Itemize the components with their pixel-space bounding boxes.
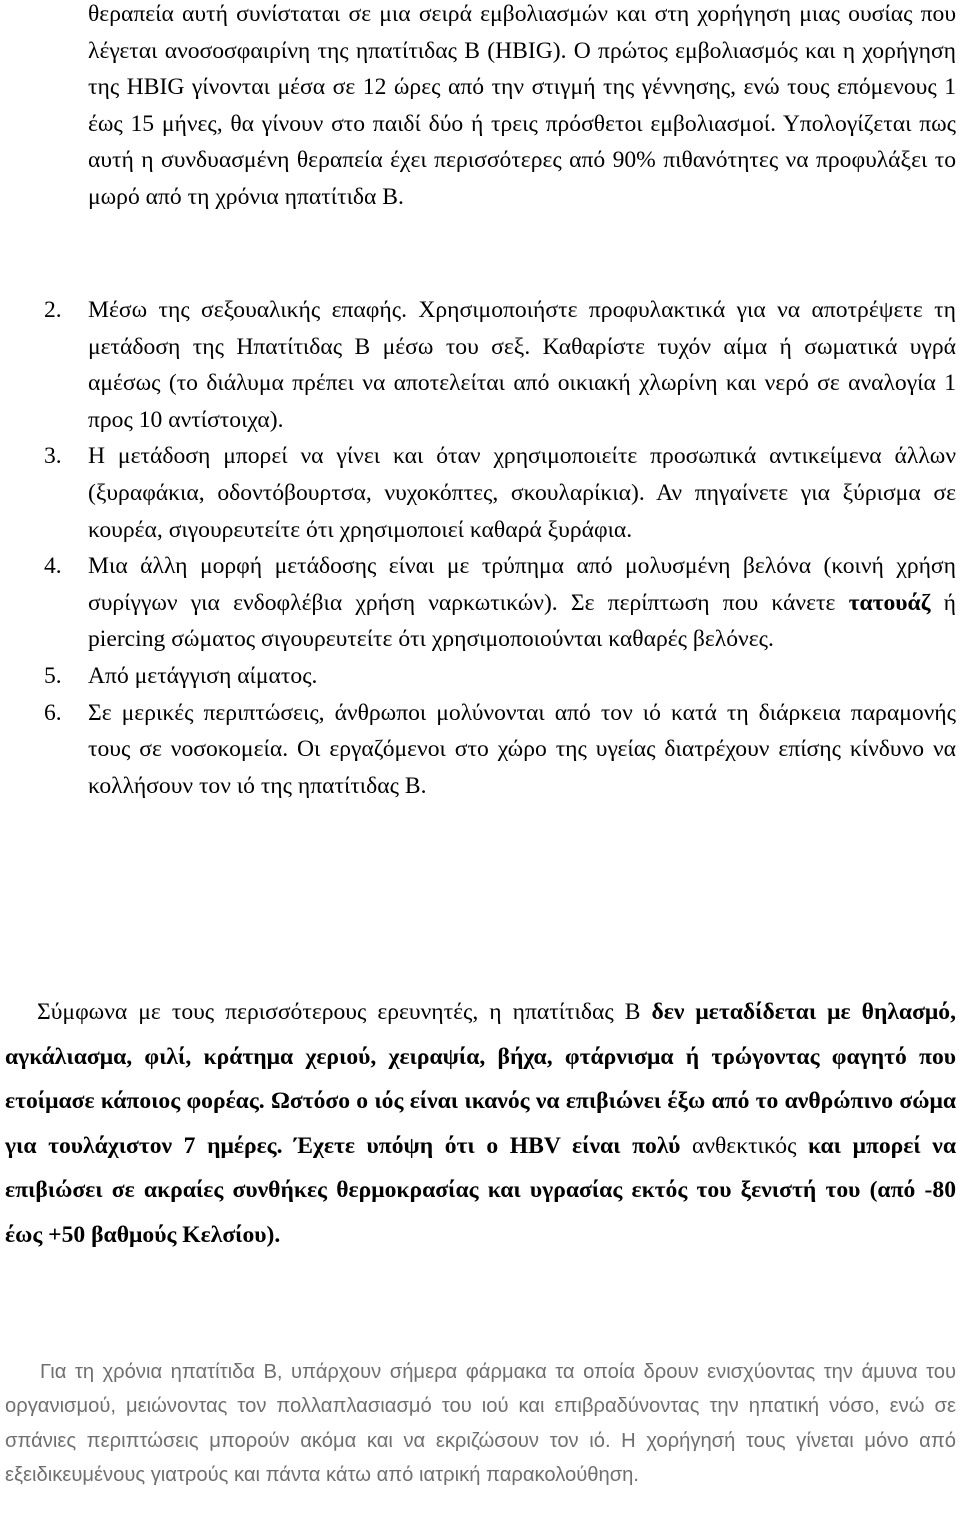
list-item-text <box>88 548 956 658</box>
list-item-number: 2. <box>44 297 62 323</box>
list-item-text: Μέσω της σεξουαλικής επαφής. Χρησιμοποιήστε προφυλακτικά για να αποτρέψετε τη μετάδοση της Ηπατίτιδας Β μέσω του σεξ. Καθαρίστε τυχόν αίμα ή σωματικά υγρά αμέσως (το διάλυμα πρέπει να αποτελείται από οικιακή χλωρίνη και νερό σε αναλογία 1 προς 10 αντίστοιχα). <box>88 297 956 433</box>
paragraph-text-part: Σύμφωνα με τους περισσότερους ερευνητές, η ηπατίτιδας Β <box>37 999 641 1025</box>
intro-paragraph: θεραπεία αυτή συνίσταται σε μια σειρά εμβολιασμών και στη χορήγηση μιας ουσίας που λέγεται ανοσοσφαιρίνη της ηπατίτιδας Β (HBIG). Ο πρώτος εμβολιασμός και η χορήγηση της HBIG γίνονται μέσα σε 12 ώρες από την στιγμή της γέννησης, ενώ τους επόμενους 1 έως 15 μήνες, θα γίνουν στο παιδί δύο ή τρεις πρόσθετοι εμβολιασμοί. Υπολογίζεται πως αυτή η συνδυασμένη θεραπεία έχει περισσότερες από 90% πιθανότητες να προφυλάξει το μωρό από τη χρόνια ηπατίτιδα Β. <box>88 1 956 210</box>
list-item <box>44 548 956 658</box>
paragraph-bold-part: και μπορεί να επιβιώσει σε ακραίες συνθήκες θερμοκρασίας και υγρασίας εκτός του ξενιστή του (από -80 έως +50 βαθμούς Κελσίου). <box>5 1132 957 1248</box>
transmission-facts-paragraph <box>5 990 956 1258</box>
list-item <box>44 292 956 438</box>
list-item <box>44 438 956 548</box>
list-item <box>44 658 956 695</box>
tattoo-emphasis: τατουάζ <box>848 589 931 616</box>
list-item-text: Από μετάγγιση αίματος. <box>88 662 318 689</box>
list-item-number: 5. <box>44 662 62 689</box>
list-item-number: 6. <box>44 699 62 726</box>
paragraph-bold-part: δεν μεταδίδεται με θηλασμό, αγκάλιασμα, φιλί, κράτημα χεριού, χειραψία, βήχα, φτάρνισμα ή τρώγοντας φαγητό που ετοίμασε κάποιος φορέας. Ωστόσο ο ιός είναι ικανός να επιβιώνει έξω από το ανθρώπινο σώμα για τουλάχιστον 7 ημέρες. Έχετε υπόψη ότι ο HBV είναι πολύ <box>5 999 957 1159</box>
list-item-text-part: Μια άλλη μορφή μετάδοσης είναι με τρύπημα από μολυσμένη βελόνα (κοινή χρήση συρίγγων για ενδοφλέβια χρήση ναρκωτικών). Σε περίπτωση που κάνετε <box>88 553 956 616</box>
list-item-text: Η μετάδοση μπορεί να γίνει και όταν χρησιμοποιείτε προσωπικά αντικείμενα άλλων (ξυραφάκια, οδοντόβουρτσα, νυχοκόπτες, σκουλαρίκια). Αν πηγαίνετε για ξύρισμα σε κουρέα, σιγουρευτείτε ότι χρησιμοποιεί καθαρά ξυράφια. <box>88 443 956 543</box>
treatment-paragraph: Για τη χρόνια ηπατίτιδα Β, υπάρχουν σήμερα φάρμακα τα οποία δρουν ενισχύοντας την άμυνα του οργανισμού, μειώνοντας τον πολλαπλασιασμό του ιού και επιβραδύνοντας την ηπατική νόσο, ενώ σε σπάνιες περιπτώσεις μπορούν ακόμα και να εκριζώσουν τον ιό. Η χορήγησή τους γίνεται μόνο από εξειδικευμένους γιατρούς και πάντα κάτω από ιατρική παρακολούθηση. <box>5 1361 956 1486</box>
list-item-number: 3. <box>44 443 62 470</box>
paragraph-text-part: ανθεκτικός <box>691 1132 797 1159</box>
list-item-text-part: ή piercing σώματος σιγουρευτείτε ότι χρησιμοποιούνται καθαρές βελόνες. <box>88 589 956 653</box>
list-item-text: Σε μερικές περιπτώσεις, άνθρωποι μολύνονται από τον ιό κατά τη διάρκεια παραμονής τους σε νοσοκομεία. Οι εργαζόμενοι στο χώρο της υγείας διατρέχουν επίσης κίνδυνο να κολλήσουν τον ιό της ηπατίτιδας Β. <box>88 699 956 799</box>
list-item-number: 4. <box>44 553 62 580</box>
transmission-list <box>44 292 956 804</box>
list-item <box>44 695 956 805</box>
